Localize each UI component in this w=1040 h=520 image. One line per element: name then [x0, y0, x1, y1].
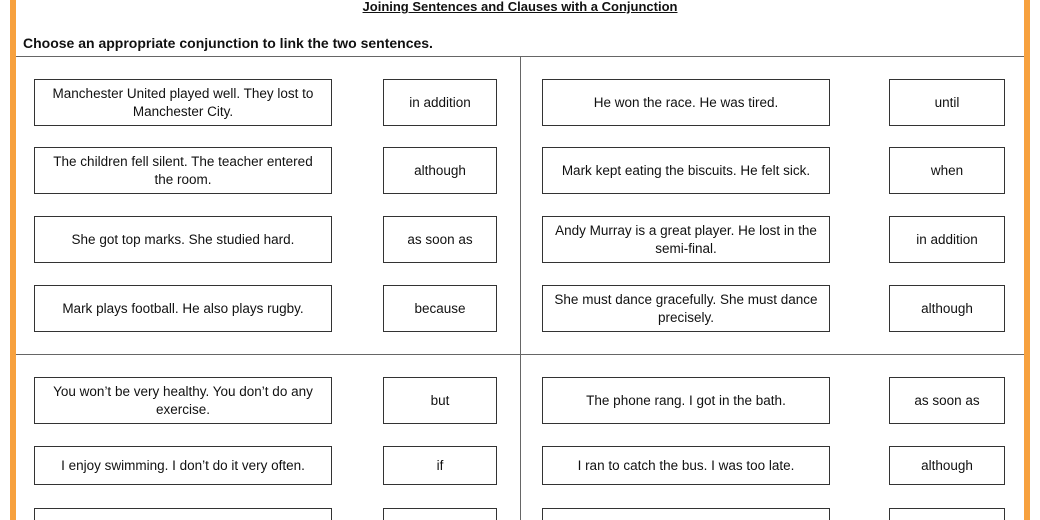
right-sentence-box-partial: [542, 508, 830, 520]
left-sentence-box: You won’t be very healthy. You don’t do any exercise.: [34, 377, 332, 424]
column-divider: [520, 57, 521, 520]
left-sentence-box-partial: [34, 508, 332, 520]
left-sentence-box: She got top marks. She studied hard.: [34, 216, 332, 263]
right-conjunction-box: in addition: [889, 216, 1005, 263]
left-conjunction-box: but: [383, 377, 497, 424]
right-sentence-box: The phone rang. I got in the bath.: [542, 377, 830, 424]
left-conjunction-box: although: [383, 147, 497, 194]
right-sentence-box: Mark kept eating the biscuits. He felt sick.: [542, 147, 830, 194]
left-conjunction-box: as soon as: [383, 216, 497, 263]
right-conjunction-box: although: [889, 285, 1005, 332]
right-conjunction-box: when: [889, 147, 1005, 194]
left-sentence-box: Manchester United played well. They lost to Manchester City.: [34, 79, 332, 126]
instruction-text: Choose an appropriate conjunction to link the two sentences.: [23, 35, 433, 51]
left-conjunction-box: because: [383, 285, 497, 332]
left-conjunction-box-partial: [383, 508, 497, 520]
right-conjunction-box: as soon as: [889, 377, 1005, 424]
left-conjunction-box: in addition: [383, 79, 497, 126]
right-sentence-box: She must dance gracefully. She must dance precisely.: [542, 285, 830, 332]
right-conjunction-box-partial: [889, 508, 1005, 520]
page-border-left: [10, 0, 16, 520]
right-conjunction-box: although: [889, 446, 1005, 485]
left-sentence-box: Mark plays football. He also plays rugby.: [34, 285, 332, 332]
left-sentence-box: The children fell silent. The teacher entered the room.: [34, 147, 332, 194]
right-sentence-box: Andy Murray is a great player. He lost in the semi-final.: [542, 216, 830, 263]
worksheet-title: Joining Sentences and Clauses with a Conjunction: [362, 0, 678, 14]
right-sentence-box: He won the race. He was tired.: [542, 79, 830, 126]
left-sentence-box: I enjoy swimming. I don’t do it very often.: [34, 446, 332, 485]
page-border-right: [1024, 0, 1030, 520]
right-conjunction-box: until: [889, 79, 1005, 126]
right-sentence-box: I ran to catch the bus. I was too late.: [542, 446, 830, 485]
left-conjunction-box: if: [383, 446, 497, 485]
